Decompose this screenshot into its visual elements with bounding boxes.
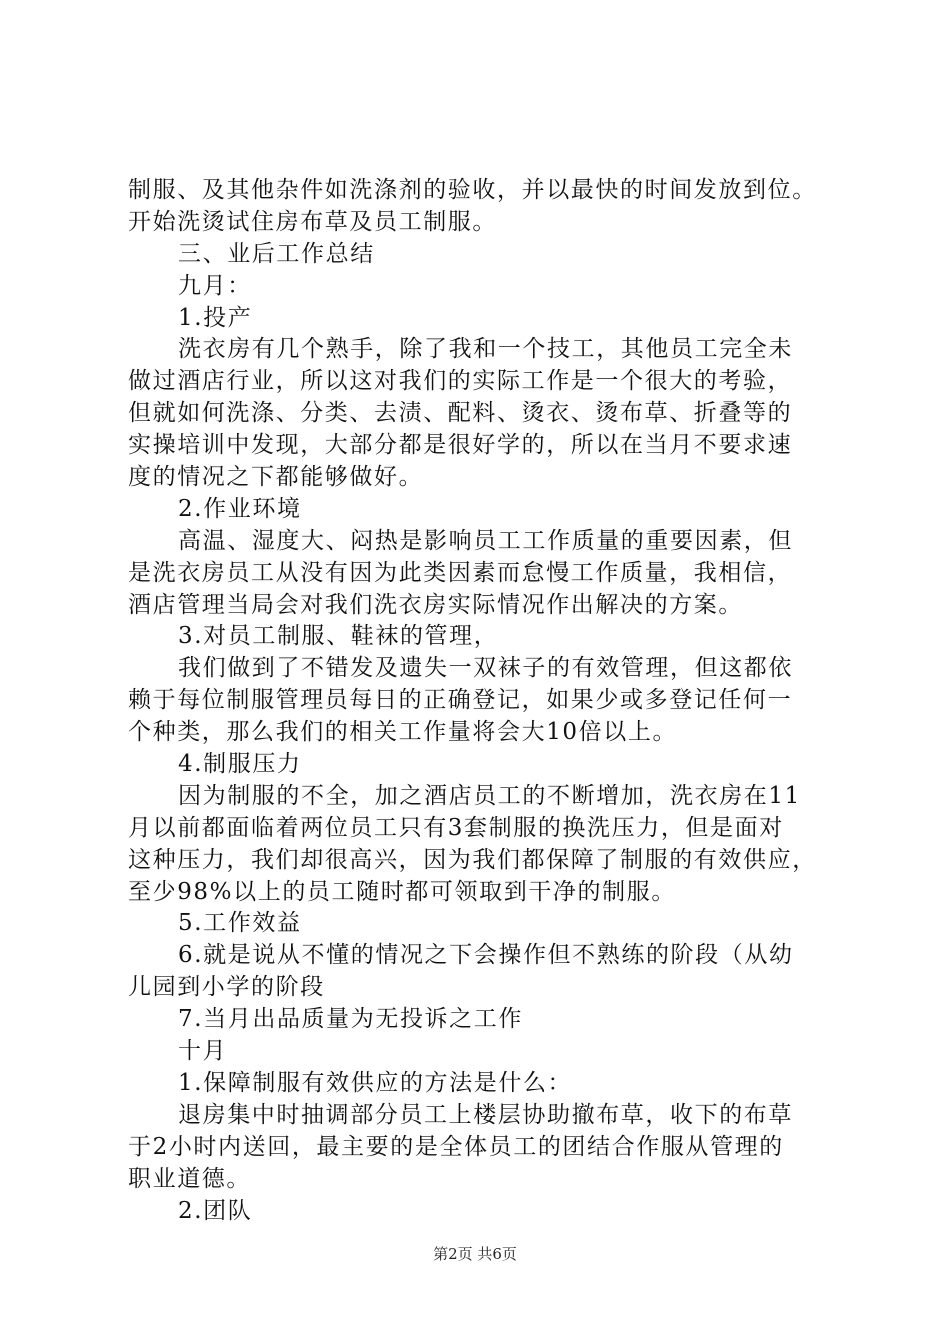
text-line: 我们做到了不错发及遗失一双袜子的有效管理，但这都依 — [178, 655, 793, 682]
text-line: 1.保障制服有效供应的方法是什么： — [178, 1069, 573, 1096]
text-line: 退房集中时抽调部分员工上楼层协助撤布草，收下的布草 — [178, 1101, 793, 1128]
text-line: 十月 — [178, 1038, 228, 1065]
page-footer: 第2页 共6页 — [433, 1245, 517, 1263]
text-line: 至少98%以上的员工随时都可领取到干净的制服。 — [128, 878, 676, 905]
text-line: 于2小时内送回，最主要的是全体员工的团结合作服从管理的 — [128, 1133, 784, 1160]
text-line: 5.工作效益 — [178, 910, 302, 937]
document-body — [128, 175, 843, 1227]
text-line: 实操培训中发现，大部分都是很好学的，所以在当月不要求速 — [128, 432, 793, 459]
text-line: 三、业后工作总结 — [178, 240, 375, 267]
text-line: 儿园到小学的阶段 — [128, 974, 325, 1001]
text-line: 1.投产 — [178, 304, 253, 331]
text-line: 酒店管理当局会对我们洗衣房实际情况作出解决的方案。 — [128, 591, 743, 618]
text-line: 是洗衣房员工从没有因为此类因素而怠慢工作质量，我相信， — [128, 559, 793, 586]
text-line: 4.制服压力 — [178, 751, 302, 778]
text-line: 7.当月出品质量为无投诉之工作 — [178, 1006, 523, 1033]
text-line: 2.作业环境 — [178, 495, 302, 522]
text-line: 洗衣房有几个熟手，除了我和一个技工，其他员工完全未 — [178, 336, 793, 363]
text-line: 因为制服的不全，加之酒店员工的不断增加，洗衣房在11 — [178, 782, 801, 809]
text-line: 度的情况之下都能够做好。 — [128, 464, 424, 491]
text-line: 3.对员工制服、鞋袜的管理， — [178, 623, 499, 650]
text-line: 这种压力，我们却很高兴，因为我们都保障了制服的有效供应， — [128, 846, 817, 873]
text-line: 职业道德。 — [128, 1165, 251, 1192]
text-line: 但就如何洗涤、分类、去渍、配料、烫衣、烫布草、折叠等的 — [128, 400, 793, 427]
text-line: 赖于每位制服管理员每日的正确登记，如果少或多登记任何一 — [128, 687, 793, 714]
text-line: 高温、湿度大、闷热是影响员工工作质量的重要因素，但 — [178, 527, 793, 554]
text-line: 制服、及其他杂件如洗涤剂的验收，并以最快的时间发放到位。 — [128, 177, 817, 203]
text-line: 做过酒店行业，所以这对我们的实际工作是一个很大的考验， — [128, 368, 793, 395]
text-line: 九月： — [178, 272, 252, 299]
text-line: 月以前都面临着两位员工只有3套制服的换洗压力，但是面对 — [128, 814, 784, 841]
text-line: 开始洗烫试住房布草及员工制服。 — [128, 208, 497, 235]
text-line: 2.团队 — [178, 1197, 253, 1224]
text-line: 6.就是说从不懂的情况之下会操作但不熟练的阶段（从幼 — [178, 942, 794, 969]
text-line: 个种类，那么我们的相关工作量将会大10倍以上。 — [128, 719, 678, 746]
